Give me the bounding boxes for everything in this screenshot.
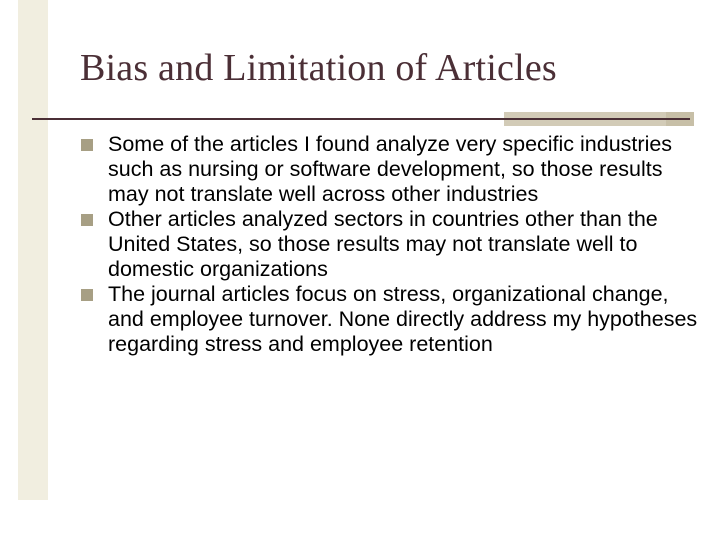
bullet-text: The journal articles focus on stress, organizational change, and employee turnover. None directly address my hypotheses regarding stress and employee retention (108, 282, 698, 356)
bullet-text: Other articles analyzed sectors in countries other than the United States, so those results may not translate well to domestic organizations (108, 207, 658, 281)
bullet-list (78, 132, 698, 357)
square-bullet-icon (81, 139, 93, 151)
bullet-text: Some of the articles I found analyze very specific industries such as nursing or software development, so those results may not translate well across other industries (108, 132, 673, 206)
slide-title: Bias and Limitation of Articles (80, 47, 557, 89)
bullet-item (78, 132, 698, 207)
bullet-item (78, 282, 698, 357)
title-divider (32, 118, 690, 120)
decorative-side-bar (18, 0, 48, 500)
bullet-item (78, 207, 698, 282)
square-bullet-icon (81, 289, 93, 301)
square-bullet-icon (81, 214, 93, 226)
